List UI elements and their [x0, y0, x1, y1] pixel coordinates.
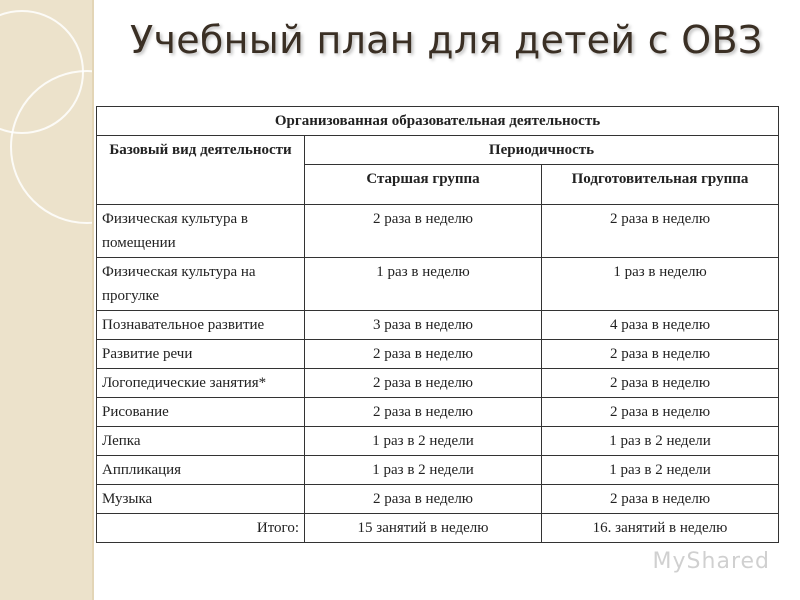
- curriculum-table: [96, 106, 779, 543]
- table-row: [97, 427, 779, 456]
- total-label: Итого:: [97, 514, 305, 543]
- prep-freq-cell: 1 раз в 2 недели: [542, 456, 779, 485]
- periodicity-header: Периодичность: [305, 136, 779, 165]
- prep-freq-cell: 1 раз в неделю: [542, 258, 779, 311]
- senior-freq-cell: 2 раза в неделю: [305, 205, 542, 258]
- table-row: [97, 258, 779, 311]
- table-body: [97, 205, 779, 514]
- activity-cell: Аппликация: [97, 456, 305, 485]
- senior-freq-cell: 1 раз в неделю: [305, 258, 542, 311]
- table-row: [97, 456, 779, 485]
- total-senior: 15 занятий в неделю: [305, 514, 542, 543]
- activity-cell: Рисование: [97, 398, 305, 427]
- prep-freq-cell: 2 раза в неделю: [542, 398, 779, 427]
- prep-freq-cell: 2 раза в неделю: [542, 340, 779, 369]
- base-activity-header: Базовый вид деятельности: [97, 136, 305, 205]
- senior-freq-cell: 2 раза в неделю: [305, 485, 542, 514]
- table-row: [97, 340, 779, 369]
- prep-freq-cell: 1 раз в 2 недели: [542, 427, 779, 456]
- activity-cell: Логопедические занятия*: [97, 369, 305, 398]
- table-row: [97, 369, 779, 398]
- table-row: [97, 398, 779, 427]
- senior-freq-cell: 3 раза в неделю: [305, 311, 542, 340]
- prep-freq-cell: 2 раза в неделю: [542, 369, 779, 398]
- senior-freq-cell: 2 раза в неделю: [305, 340, 542, 369]
- table-main-header: Организованная образовательная деятельность: [97, 107, 779, 136]
- prep-freq-cell: 2 раза в неделю: [542, 485, 779, 514]
- senior-freq-cell: 2 раза в неделю: [305, 398, 542, 427]
- table-row: [97, 311, 779, 340]
- decorative-side-band: [0, 0, 92, 600]
- activity-cell: Музыка: [97, 485, 305, 514]
- senior-group-header: Старшая группа: [305, 165, 542, 205]
- watermark: MyShared: [652, 549, 770, 574]
- activity-cell: Развитие речи: [97, 340, 305, 369]
- prep-freq-cell: 4 раза в неделю: [542, 311, 779, 340]
- senior-freq-cell: 1 раз в 2 недели: [305, 427, 542, 456]
- activity-cell: Физическая культура в помещении: [97, 205, 305, 258]
- table-row: [97, 485, 779, 514]
- activity-cell: Познавательное развитие: [97, 311, 305, 340]
- decorative-divider: [92, 0, 94, 600]
- total-prep: 16. занятий в неделю: [542, 514, 779, 543]
- activity-cell: Физическая культура на прогулке: [97, 258, 305, 311]
- senior-freq-cell: 1 раз в 2 недели: [305, 456, 542, 485]
- prep-group-header: Подготовительная группа: [542, 165, 779, 205]
- table-row: [97, 205, 779, 258]
- activity-cell: Лепка: [97, 427, 305, 456]
- page-title: Учебный план для детей с ОВЗ: [130, 18, 763, 62]
- prep-freq-cell: 2 раза в неделю: [542, 205, 779, 258]
- senior-freq-cell: 2 раза в неделю: [305, 369, 542, 398]
